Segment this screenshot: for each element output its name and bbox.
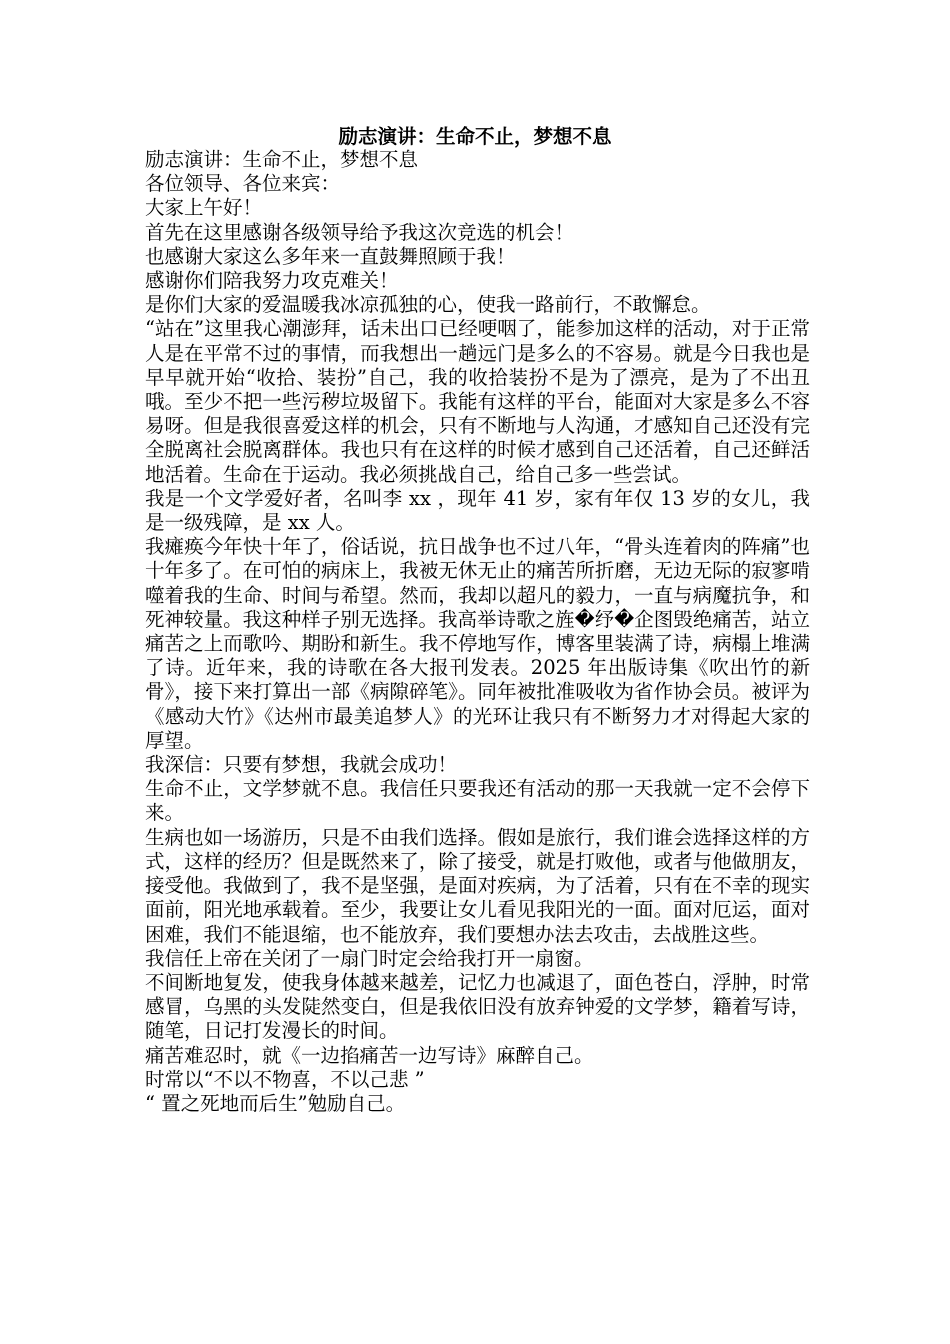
paragraph: 时常以“不以不物喜，不以己悲 ” (145, 1067, 425, 1091)
paragraph: “ 置之死地而后生”勉励自己。 (145, 1091, 406, 1115)
paragraph: 我是一个文学爱好者，名叫李 xx ，现年 41 岁，家有年仅 13 岁的女儿，我是一级残障，是 xx 人。 (145, 486, 810, 535)
paragraph: 感谢你们陪我努力攻克难关！ (145, 269, 399, 293)
paragraph: 生病也如一场游历，只是不由我们选择。假如是旅行，我们谁会选择这样的方式，这样的经历？但是既然来了，除了接受，就是打败他，或者与他做朋友，接受他。我做到了，我不是坚强，是面对疾病，为了活着，只有在不幸的现实面前，阳光地承载着。至少，我要让女儿看见我阳光的一面。面对厄运，面对困难，我们不能退缩，也不能放弃，我们要想办法去攻击，去战胜这些。 (145, 825, 810, 946)
paragraph: 生命不止，文学梦就不息。我信任只要我还有活动的那一天我就一定不会停下来。 (145, 777, 810, 825)
document-body (145, 148, 810, 1116)
paragraph: 首先在这里感谢各级领导给予我这次竞选的机会！ (145, 220, 575, 244)
paragraph: 不间断地复发，使我身体越来越差，记忆力也减退了，面色苍白，浮肿，时常感冒，乌黑的头发陡然变白，但是我依旧没有放弃钟爱的文学梦，籍着写诗，随笔，日记打发漫长的时间。 (145, 970, 810, 1043)
paragraph: 我深信：只要有梦想，我就会成功！ (145, 753, 458, 777)
paragraph: 也感谢大家这么多年来一直鼓舞照顾于我！ (145, 244, 516, 268)
document-title: 励志演讲：生命不止，梦想不息 (338, 125, 612, 148)
paragraph: 是你们大家的爱温暖我冰凉孤独的心，使我一路前行，不敢懈怠。 (145, 293, 711, 317)
paragraph: 我信任上帝在关闭了一扇门时定会给我打开一扇窗。 (145, 946, 594, 970)
paragraph: 痛苦难忍时，就《一边掐痛苦一边写诗》麻醉自己。 (145, 1043, 594, 1067)
paragraph: 我瘫痪今年快十年了，俗话说，抗日战争也不过八年，“骨头连着肉的阵痛”也十年多了。在可怕的病床上，我被无休无止的痛苦所折磨，无边无际的寂寥啃噬着我的生命、时间与希望。然而，我却以超凡的毅力，一直与病魔抗争，和死神较量。我这种样子别无选择。我高举诗歌之旌�纾�企图毁绝痛苦，站立痛苦之上而歌吟、期盼和新生。我不停地写作，博客里装满了诗，病榻上堆满了诗。近年来，我的诗歌在各大报刊发表。2025 年出版诗集《吹出竹的新骨》，接下来打算出一部《病隙碎笔》。同年被批准吸收为省作协会员。被评为《感动大竹》《达州市最美追梦人》的光环让我只有不断努力才对得起大家的厚望。 (145, 535, 810, 752)
paragraph: 励志演讲：生命不止，梦想不息 (145, 148, 419, 171)
paragraph: 各位领导、各位来宾： (145, 172, 341, 196)
paragraph: 大家上午好！ (145, 196, 263, 220)
paragraph: “站在”这里我心潮澎拜，话未出口已经哽咽了，能参加这样的活动，对于正常人是在平常不过的事情，而我想出一趟远门是多么的不容易。就是今日我也是早早就开始“收拾、装扮”自己，我的收拾装扮不是为了漂亮，是为了不出丑哦。至少不把一些污秽垃圾留下。我能有这样的平台，能面对大家是多么不容易呀。但是我很喜爱这样的机会，只有不断地与人沟通，才感知自己还没有完全脱离社会脱离群体。我也只有在这样的时候才感到自己还活着，自己还鲜活地活着。生命在于运动。我必须挑战自己，给自己多一些尝试。 (145, 317, 810, 486)
